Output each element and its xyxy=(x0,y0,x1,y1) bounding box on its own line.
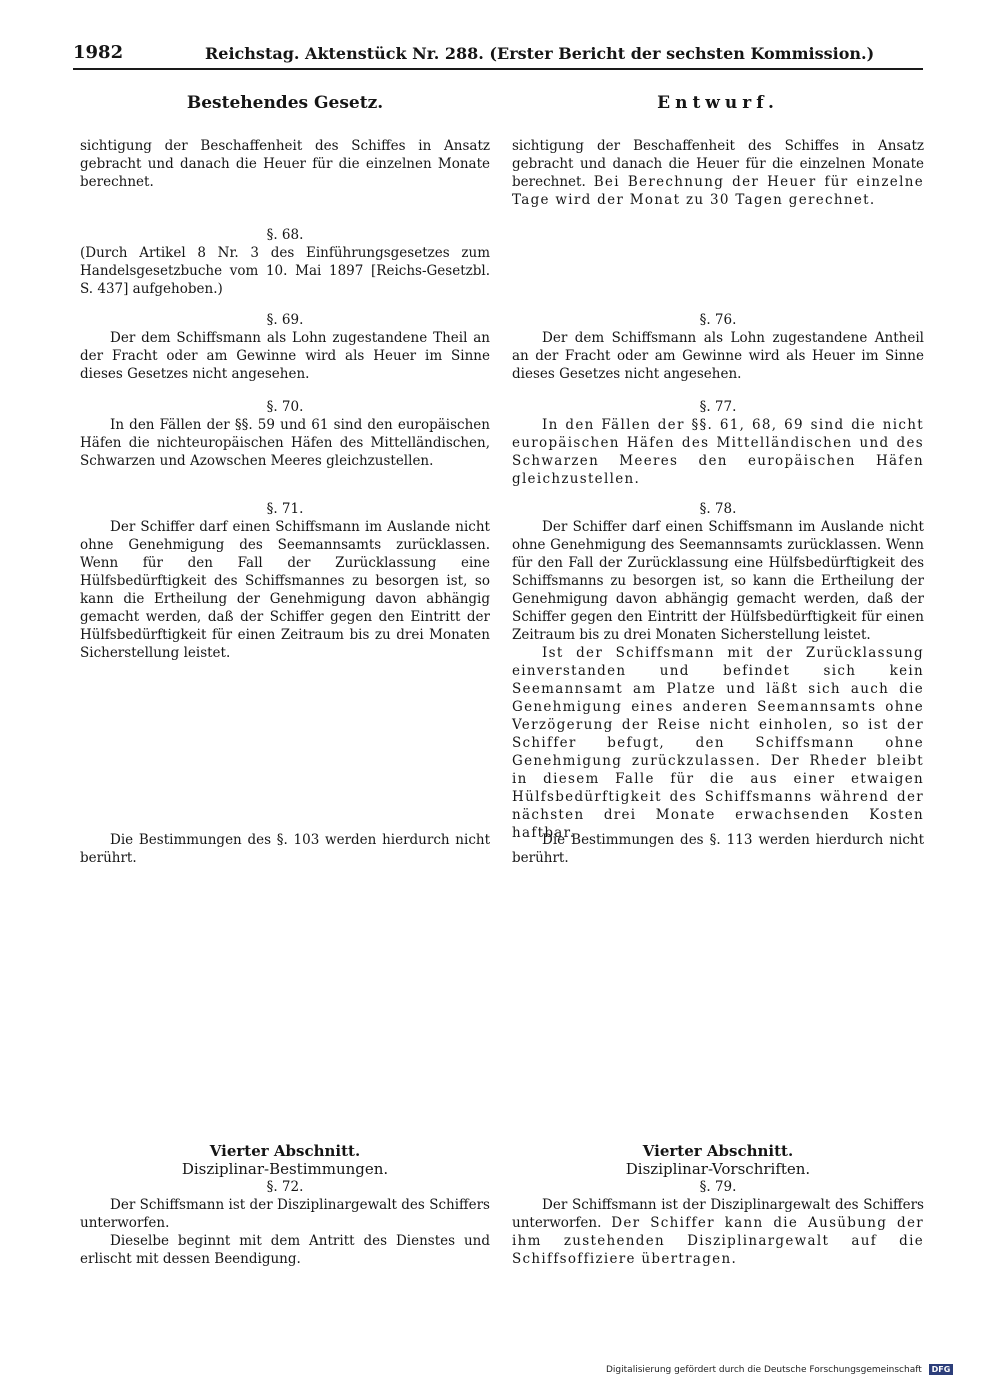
section-heading: §. 79. xyxy=(699,1179,737,1195)
continuation-text: sichtigung der Beschaffenheit des Schiffes in Ansatz gebracht und danach die Heuer für die einzelnen Monate berechnet. xyxy=(512,138,924,190)
left-section-71 xyxy=(80,500,490,662)
left-section-69 xyxy=(80,311,490,383)
section-text: In den Fällen der §§. 61, 68, 69 sind die nicht europäischen Häfen des Mittelländischen und des Schwarzen Meeres den europäischen Häfen gleichzustellen. xyxy=(512,417,924,487)
header-rule xyxy=(73,68,923,70)
abschnitt-subtitle: Disziplinar-Vorschriften. xyxy=(625,1160,811,1178)
section-text: Der Schiffer darf einen Schiffsmann im Auslande nicht ohne Genehmigung des Seemannsamts zurücklassen. Wenn für den Fall der Zurücklassung eine Hülfsbedürftigkeit des Schiffsmanns zu besorgen ist, so kann die Ertheilung der Genehmigung davon abhängig gemacht werden, daß der Schiffer gegen den Eintritt der Hülfsbedürftigkeit für einen Zeitraum bis zu drei Monaten Sicherstellung leistet. xyxy=(512,519,924,643)
page-number: 1982 xyxy=(73,42,124,63)
right-abschnitt xyxy=(512,1142,924,1268)
left-column-title: Bestehendes Gesetz. xyxy=(186,93,384,113)
section-text: (Durch Artikel 8 Nr. 3 des Einführungsgesetzes zum Handelsgesetzbuche vom 10. Mai 1897 [Reichs-Gesetzbl. S. 437] aufgehoben.) xyxy=(80,245,490,297)
left-abschnitt xyxy=(80,1142,490,1268)
abschnitt-added-text: Der Schiffer kann die Ausübung der ihm zustehenden Disziplinargewalt auf die Schiffsoffiziere übertragen. xyxy=(512,1215,924,1267)
section-heading: §. 70. xyxy=(266,399,304,415)
left-closing-note: Die Bestimmungen des §. 103 werden hierdurch nicht berührt. xyxy=(80,832,490,866)
section-text: Der Schiffer darf einen Schiffsmann im Auslande nicht ohne Genehmigung des Seemannsamts zurücklassen. Wenn für den Fall der Zurücklassung eine Hülfsbedürftigkeit des Schiffsmannes zu besorgen ist, so kann die Ertheilung der Genehmigung davon abhängig gemacht werden, daß der Schiffer gegen den Eintritt der Hülfsbedürftigkeit für einen Zeitraum bis zu drei Monaten Sicherstellung leistet. xyxy=(80,519,490,661)
continuation-added-text: Bei Berechnung der Heuer für einzelne Tage wird der Monat zu 30 Tagen gerechnet. xyxy=(512,174,924,208)
digitization-credit xyxy=(606,1364,953,1375)
section-heading: §. 78. xyxy=(699,501,737,517)
right-column-title: Entwurf. xyxy=(657,93,779,113)
left-section-70 xyxy=(80,398,490,470)
right-section-78 xyxy=(512,500,924,842)
section-text: Der dem Schiffsmann als Lohn zugestandene Antheil an der Fracht oder am Gewinne wird als Heuer im Sinne dieses Gesetzes nicht angesehen. xyxy=(512,330,924,382)
abschnitt-heading: Vierter Abschnitt. xyxy=(209,1142,361,1160)
right-continuation xyxy=(512,137,924,209)
section-heading: §. 71. xyxy=(266,501,304,517)
section-heading: §. 72. xyxy=(266,1179,304,1195)
right-section-77 xyxy=(512,398,924,488)
abschnitt-paragraph: Der Schiffsmann ist der Disziplinargewalt des Schiffers unterworfen. xyxy=(80,1197,490,1231)
abschnitt-subtitle: Disziplinar-Bestimmungen. xyxy=(181,1160,389,1178)
section-heading: §. 68. xyxy=(266,227,304,243)
abschnitt-text: Der Schiffsmann ist der Disziplinargewalt des Schiffers unterworfen. xyxy=(512,1197,924,1231)
section-heading: §. 69. xyxy=(266,312,304,328)
section-heading: §. 76. xyxy=(699,312,737,328)
credit-text: Digitalisierung gefördert durch die Deutsche Forschungsgemeinschaft xyxy=(606,1365,922,1375)
dfg-logo: DFG xyxy=(929,1364,954,1375)
abschnitt-paragraph: Dieselbe beginnt mit dem Antritt des Dienstes und erlischt mit dessen Beendigung. xyxy=(80,1233,490,1267)
running-title: Reichstag. Aktenstück Nr. 288. (Erster Bericht der sechsten Kommission.) xyxy=(205,44,875,63)
section-text: In den Fällen der §§. 59 und 61 sind den europäischen Häfen die nichteuropäischen Häfen des Mittelländischen, Schwarzen und Azowschen Meeres gleichzustellen. xyxy=(80,417,490,469)
left-continuation: sichtigung der Beschaffenheit des Schiffes in Ansatz gebracht und danach die Heuer für die einzelnen Monate berechnet. xyxy=(80,138,490,190)
abschnitt-heading: Vierter Abschnitt. xyxy=(642,1142,794,1160)
left-section-68 xyxy=(80,226,490,298)
section-text: Der dem Schiffsmann als Lohn zugestandene Theil an der Fracht oder am Gewinne wird als Heuer im Sinne dieses Gesetzes nicht angesehen. xyxy=(80,330,490,382)
section-added-text: Ist der Schiffsmann mit der Zurücklassung einverstanden und befindet sich kein Seemannsamt am Platze und läßt sich auch die Genehmigung eines anderen Seemannsamts ohne Verzögerung der Reise nicht einholen, so ist der Schiffer befugt, den Schiffsmann ohne Genehmigung zurückzulassen. Der Rheder bleibt in diesem Falle für die aus einer etwaigen Hülfsbedürftigkeit des Schiffsmanns während der nächsten drei Monate erwachsenden Kosten haftbar. xyxy=(512,645,924,841)
right-section-76 xyxy=(512,311,924,383)
right-closing-note: Die Bestimmungen des §. 113 werden hierdurch nicht berührt. xyxy=(512,832,924,866)
section-heading: §. 77. xyxy=(699,399,737,415)
abschnitt-paragraph xyxy=(512,1196,924,1268)
